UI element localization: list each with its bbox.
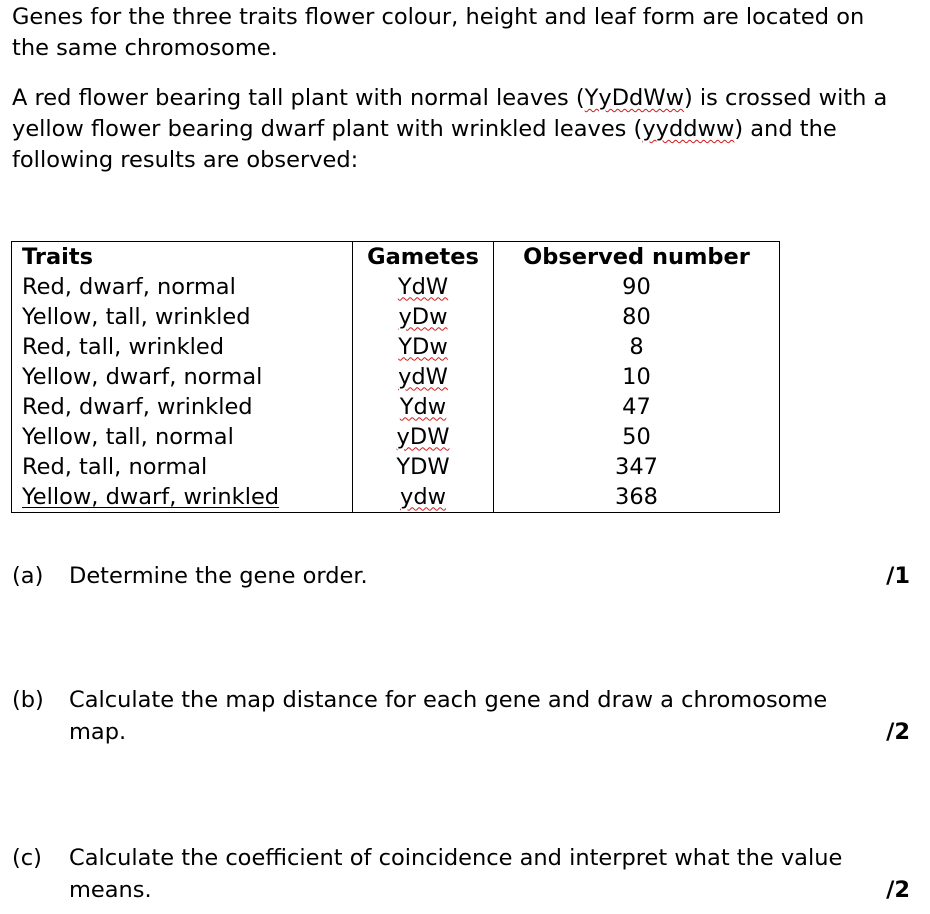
header-observed-number: Observed number <box>494 242 780 273</box>
observed-cell: 90 <box>494 272 780 302</box>
gamete-cell <box>353 332 494 362</box>
cross-description <box>12 83 902 176</box>
trait-cell: Yellow, tall, normal <box>12 422 353 452</box>
gamete-text: yDw <box>398 303 448 330</box>
question-b-marks: /2 <box>886 719 910 745</box>
results-table <box>11 241 780 513</box>
question-c-marks: /2 <box>886 877 910 903</box>
cross-text-part1: A red flower bearing tall plant with normal leaves ( <box>12 85 585 111</box>
header-traits: Traits <box>12 242 353 273</box>
observed-cell: 10 <box>494 362 780 392</box>
observed-cell: 50 <box>494 422 780 452</box>
trait-cell: Yellow, dwarf, wrinkled <box>12 482 353 513</box>
parent2-genotype: yyddww <box>642 116 735 142</box>
trait-cell: Yellow, tall, wrinkled <box>12 302 353 332</box>
observed-cell: 347 <box>494 452 780 482</box>
gamete-cell <box>353 482 494 513</box>
cross-text-part3: ) and the following results are observed: <box>12 116 837 173</box>
table-row <box>12 482 780 513</box>
question-a <box>12 560 910 592</box>
gamete-text: YdW <box>397 273 449 300</box>
gamete-text: YDW <box>396 453 450 480</box>
table-row <box>12 452 780 482</box>
gamete-cell <box>353 392 494 422</box>
gamete-cell <box>353 272 494 302</box>
question-c-label: (c) <box>12 845 42 871</box>
table-row <box>12 302 780 332</box>
cross-text-part2: ) is crossed with a yellow flower bearing dwarf plant with wrinkled leaves ( <box>12 85 888 142</box>
intro-paragraph <box>12 2 902 64</box>
gamete-text: yDW <box>396 423 450 450</box>
table-row <box>12 362 780 392</box>
table-row <box>12 392 780 422</box>
gamete-cell <box>353 422 494 452</box>
observed-cell: 47 <box>494 392 780 422</box>
question-b-text: Calculate the map distance for each gene and draw a chromosome map. <box>69 687 828 745</box>
gamete-text: YDw <box>398 333 448 360</box>
table-row <box>12 272 780 302</box>
trait-cell: Red, tall, normal <box>12 452 353 482</box>
observed-cell: 368 <box>494 482 780 513</box>
intro-sentence: Genes for the three traits flower colour, height and leaf form are located on the same chromosome. <box>12 4 865 61</box>
question-a-marks: /1 <box>886 563 910 589</box>
trait-cell: Yellow, dwarf, normal <box>12 362 353 392</box>
gamete-cell <box>353 302 494 332</box>
gamete-cell <box>353 362 494 392</box>
question-a-label: (a) <box>12 563 44 589</box>
table-row <box>12 332 780 362</box>
question-b-label: (b) <box>12 687 44 713</box>
gamete-cell <box>353 452 494 482</box>
trait-cell: Red, tall, wrinkled <box>12 332 353 362</box>
observed-cell: 80 <box>494 302 780 332</box>
question-c-text: Calculate the coefficient of coincidence and interpret what the value means. <box>69 845 843 903</box>
gamete-text: Ydw <box>399 393 447 420</box>
trait-cell: Red, dwarf, normal <box>12 272 353 302</box>
trait-cell: Red, dwarf, wrinkled <box>12 392 353 422</box>
observed-cell: 8 <box>494 332 780 362</box>
gamete-text: ydw <box>400 483 446 510</box>
question-a-text: Determine the gene order. <box>69 563 368 589</box>
table-row <box>12 422 780 452</box>
header-gametes: Gametes <box>353 242 494 273</box>
gamete-text: ydW <box>398 363 448 390</box>
question-b <box>12 684 910 748</box>
table-header-row <box>12 242 780 273</box>
question-c <box>12 842 910 906</box>
parent1-genotype: YyDdWw <box>584 85 684 111</box>
